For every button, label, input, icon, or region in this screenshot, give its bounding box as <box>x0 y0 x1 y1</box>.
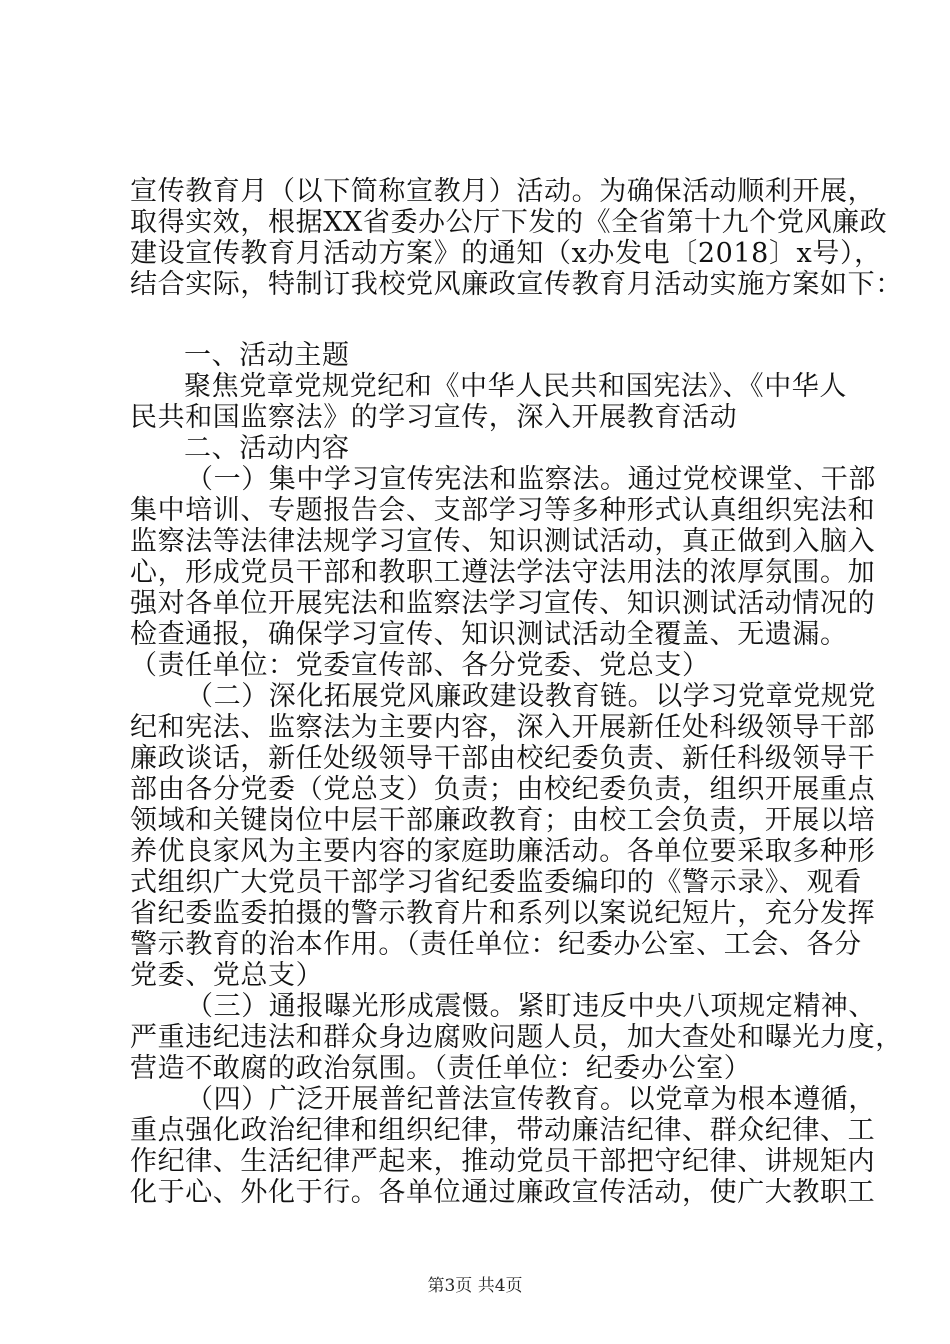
page-number-footer: 第3页 共4页 <box>427 1276 523 1296</box>
paragraph-line: 党委、党总支） <box>130 960 324 991</box>
paragraph-line: 强对各单位开展宪法和监察法学习宣传、知识测试活动情况的 <box>130 588 876 619</box>
paragraph-line: 民共和国监察法》的学习宣传，深入开展教育活动 <box>130 402 738 433</box>
paragraph-line: 心，形成党员干部和教职工遵法学法守法用法的浓厚氛围。加 <box>130 557 876 588</box>
subsection-line: （四）广泛开展普纪普法宣传教育。以党章为根本遵循， <box>186 1084 876 1115</box>
paragraph-line: 重点强化政治纪律和组织纪律，带动廉洁纪律、群众纪律、工 <box>130 1115 876 1146</box>
paragraph-line: 化于心、外化于行。各单位通过廉政宣传活动，使广大教职工 <box>130 1177 876 1208</box>
paragraph-line: 纪和宪法、监察法为主要内容，深入开展新任处科级领导干部 <box>130 712 876 743</box>
paragraph-line: 作纪律、生活纪律严起来，推动党员干部把守纪律、讲规矩内 <box>130 1146 876 1177</box>
paragraph-line: 警示教育的治本作用。（责任单位：纪委办公室、工会、各分 <box>130 929 862 960</box>
spacer <box>130 300 860 340</box>
paragraph-line: 集中培训、专题报告会、支部学习等多种形式认真组织宪法和 <box>130 495 876 526</box>
paragraph-line: 部由各分党委（党总支）负责；由校纪委负责，组织开展重点 <box>130 774 876 805</box>
subsection-line: （一）集中学习宣传宪法和监察法。通过党校课堂、干部 <box>186 464 876 495</box>
paragraph-line: 聚焦党章党规党纪和《中华人民共和国宪法》、《中华人 <box>184 371 847 402</box>
document-body <box>130 176 903 1208</box>
paragraph-line: 式组织广大党员干部学习省纪委监委编印的《警示录》、观看 <box>130 867 862 898</box>
paragraph-line: （责任单位：党委宣传部、各分党委、党总支） <box>130 650 710 681</box>
paragraph-line: 严重违纪违法和群众身边腐败问题人员，加大查处和曝光力度， <box>130 1022 903 1053</box>
paragraph-line: 领域和关键岗位中层干部廉政教育；由校工会负责，开展以培 <box>130 805 876 836</box>
paragraph-line: 省纪委监委拍摄的警示教育片和系列以案说纪短片，充分发挥 <box>130 898 876 929</box>
section-heading-theme: 一、活动主题 <box>184 340 350 371</box>
section-heading-content: 二、活动内容 <box>184 433 350 464</box>
paragraph-line: 结合实际，特制订我校党风廉政宣传教育月活动实施方案如下： <box>130 269 903 300</box>
subsection-line: （三）通报曝光形成震慑。紧盯违反中央八项规定精神、 <box>186 991 876 1022</box>
paragraph-line: 养优良家风为主要内容的家庭助廉活动。各单位要采取多种形 <box>130 836 876 867</box>
paragraph-line: 监察法等法律法规学习宣传、知识测试活动，真正做到入脑入 <box>130 526 876 557</box>
paragraph-line: 建设宣传教育月活动方案》的通知（x办发电〔2018〕x号）， <box>130 238 882 269</box>
paragraph-line: 廉政谈话，新任处级领导干部由校纪委负责、新任科级领导干 <box>130 743 876 774</box>
paragraph-line: 宣传教育月（以下简称宣教月）活动。为确保活动顺利开展， <box>130 176 876 207</box>
paragraph-line: 取得实效，根据XX省委办公厅下发的《全省第十九个党风廉政 <box>130 207 888 238</box>
paragraph-line: 检查通报，确保学习宣传、知识测试活动全覆盖、无遗漏。 <box>130 619 848 650</box>
paragraph-line: 营造不敢腐的政治氛围。（责任单位：纪委办公室） <box>130 1053 752 1084</box>
subsection-line: （二）深化拓展党风廉政建设教育链。以学习党章党规党 <box>186 681 876 712</box>
